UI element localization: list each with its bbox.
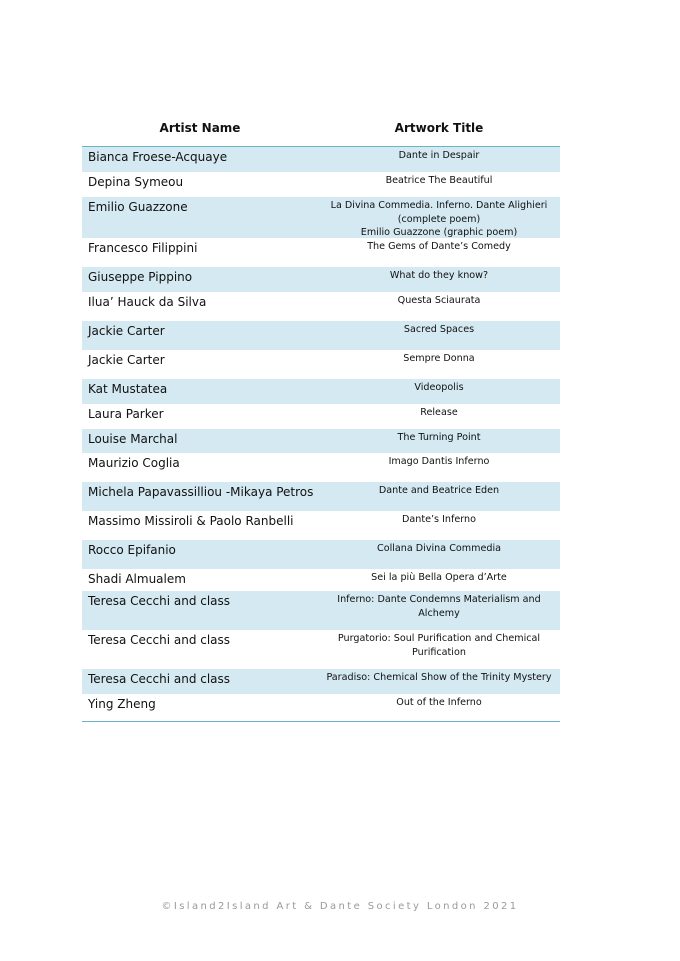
artwork-title-cell: Out of the Inferno bbox=[396, 697, 482, 708]
table-row bbox=[82, 404, 560, 429]
table-row bbox=[82, 453, 560, 482]
table-row bbox=[82, 321, 560, 350]
artwork-title-cell: Paradiso: Chemical Show of the Trinity Mystery bbox=[326, 672, 552, 683]
artist-name-cell: Massimo Missiroli & Paolo Ranbelli bbox=[88, 514, 294, 528]
table-row bbox=[82, 267, 560, 292]
artist-name-cell: Louise Marchal bbox=[88, 432, 178, 446]
artist-name-cell: Depina Symeou bbox=[88, 175, 184, 189]
artist-name-cell: Rocco Epifanio bbox=[88, 543, 176, 557]
artist-name-cell: Jackie Carter bbox=[88, 324, 165, 338]
table-row bbox=[82, 172, 560, 197]
table-row bbox=[82, 630, 560, 669]
table-row bbox=[82, 197, 560, 238]
header-artist-name: Artist Name bbox=[159, 121, 241, 135]
artwork-title-cell: Sempre Donna bbox=[403, 353, 475, 364]
header-artwork-title: Artwork Title bbox=[394, 121, 484, 135]
table-body bbox=[82, 147, 560, 722]
artist-name-cell: Maurizio Coglia bbox=[88, 456, 180, 470]
artwork-title-cell: Questa Sciaurata bbox=[397, 295, 481, 306]
artist-name-cell: Teresa Cecchi and class bbox=[88, 594, 231, 608]
table-row bbox=[82, 540, 560, 569]
artist-name-cell: Giuseppe Pippino bbox=[88, 270, 193, 284]
artwork-title-cell: Imago Dantis Inferno bbox=[388, 456, 490, 467]
artwork-title-cell: Purgatorio: Soul Purification and Chemical Purification bbox=[337, 633, 541, 658]
artist-name-cell: Ying Zheng bbox=[88, 697, 156, 711]
table-row bbox=[82, 379, 560, 404]
artwork-title-cell: What do they know? bbox=[389, 270, 489, 281]
artwork-title-cell: Inferno: Dante Condemns Materialism and Alchemy bbox=[337, 594, 541, 619]
table-header bbox=[82, 110, 560, 147]
artist-name-cell: Emilio Guazzone bbox=[88, 200, 188, 214]
artwork-title-cell: The Gems of Dante’s Comedy bbox=[367, 241, 511, 252]
table-row bbox=[82, 147, 560, 172]
artist-name-cell: Teresa Cecchi and class bbox=[88, 672, 231, 686]
table-row bbox=[82, 694, 560, 721]
artist-name-cell: Francesco Filippini bbox=[88, 241, 198, 255]
copyright-footer: ©Island2Island Art & Dante Society London 2021 bbox=[161, 901, 519, 912]
table-row bbox=[82, 238, 560, 267]
table-row bbox=[82, 350, 560, 379]
artwork-title-cell: Collana Divina Commedia bbox=[377, 543, 501, 554]
artwork-table bbox=[82, 110, 560, 722]
artwork-title-cell: Dante’s Inferno bbox=[401, 514, 477, 525]
artwork-title-cell: Dante and Beatrice Eden bbox=[378, 485, 500, 496]
artist-name-cell: Shadi Almualem bbox=[88, 572, 186, 586]
table-row bbox=[82, 292, 560, 321]
artwork-title-cell: Beatrice The Beautiful bbox=[385, 175, 493, 186]
artist-name-cell: Michela Papavassilliou -Mikaya Petros bbox=[88, 485, 314, 499]
table-row bbox=[82, 482, 560, 511]
artwork-title-cell: Sei la più Bella Opera d’Arte bbox=[371, 572, 507, 583]
table-row bbox=[82, 569, 560, 591]
table-row bbox=[82, 591, 560, 630]
artist-name-cell: Ilua’ Hauck da Silva bbox=[88, 295, 207, 309]
artist-name-cell: Laura Parker bbox=[88, 407, 164, 421]
table-row bbox=[82, 429, 560, 453]
artist-name-cell: Jackie Carter bbox=[88, 353, 165, 367]
artwork-title-cell: Dante in Despair bbox=[398, 150, 480, 161]
artist-name-cell: Teresa Cecchi and class bbox=[88, 633, 231, 647]
artist-name-cell: Bianca Froese-Acquaye bbox=[88, 150, 228, 164]
artwork-title-cell: The Turning Point bbox=[397, 432, 481, 443]
table-row bbox=[82, 669, 560, 694]
artwork-title-cell: La Divina Commedia. Inferno. Dante Alighieri (complete poem) Emilio Guazzone (graphic poem) bbox=[330, 200, 548, 238]
table-row bbox=[82, 511, 560, 540]
artwork-title-cell: Sacred Spaces bbox=[403, 324, 475, 335]
artwork-title-cell: Videopolis bbox=[414, 382, 464, 393]
artist-name-cell: Kat Mustatea bbox=[88, 382, 168, 396]
artwork-title-cell: Release bbox=[420, 407, 458, 418]
